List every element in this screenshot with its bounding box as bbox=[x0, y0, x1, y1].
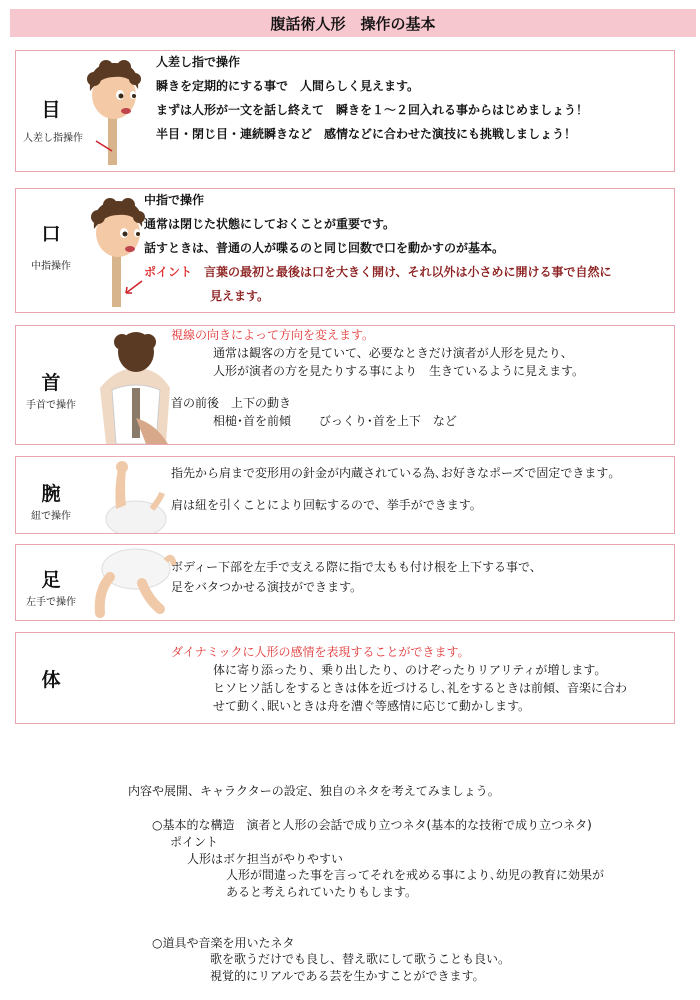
leg-text: ボディー下部を左手で支える際に指で太もも付け根を上下する事で、 足をバタつかせる演技ができます。 bbox=[171, 560, 542, 594]
body-heading: 体 bbox=[41, 669, 61, 691]
mouth-point-label: ポイント bbox=[144, 265, 193, 279]
mouth-section bbox=[15, 188, 675, 313]
notes-props-2: 視覚的にリアルである芸を生かすことができます。 bbox=[210, 969, 485, 983]
arm-section bbox=[15, 456, 675, 534]
arm-heading: 腕 bbox=[41, 483, 61, 505]
puppet-head-mouth-figure bbox=[82, 193, 152, 309]
puppet-legs-figure bbox=[86, 547, 176, 619]
body-headline: ダイナミックに人形の感情を表現することができます。 bbox=[171, 645, 470, 659]
notes-point-2: 人形が間違った事を言ってそれを戒める事により､幼児の教育に効果が bbox=[226, 868, 605, 882]
page-title: 腹話術人形 操作の基本 bbox=[10, 9, 696, 37]
leg-heading: 足 bbox=[41, 569, 61, 591]
mouth-heading: 口 bbox=[41, 223, 61, 245]
puppet-arm-figure bbox=[96, 459, 176, 533]
neck-heading: 首 bbox=[41, 372, 61, 394]
notes-props-1: 歌を歌うだけでも良し、替え歌にして歌うことも良い。 bbox=[210, 952, 511, 966]
notes-basic-title: ○基本的な構造 演者と人形の会話で成り立つネタ(基本的な技術で成り立つネタ) bbox=[152, 818, 592, 832]
eye-sub-label: 人差し指操作 bbox=[23, 133, 83, 144]
arm-text: 指先から肩まで変形用の針金が内蔵されている為､お好きなポーズで固定できます｡ 肩は紐を引くことにより回転するので、挙手ができます。 bbox=[171, 466, 615, 512]
leg-sub-label: 左手で操作 bbox=[26, 597, 76, 608]
leg-section bbox=[15, 544, 675, 621]
notes-props-title: ○道具や音楽を用いたネタ bbox=[152, 936, 295, 950]
neck-text: 視線の向きによって方向を変えます。 通常は観客の方を見ていて、必要なときだけ演者が人形を見たり、 人形が演者の方を見たりする事により 生きているように見えます。 首の前後 上下の動き 相槌･首を前傾 びっくり･首を上下 など bbox=[171, 328, 585, 428]
mouth-sub-label: 中指操作 bbox=[31, 261, 71, 272]
body-section bbox=[15, 632, 675, 724]
puppet-back-neck-figure bbox=[96, 328, 176, 444]
neck-headline: 視線の向きによって方向を変えます。 bbox=[171, 328, 375, 342]
notes-point-label: ポイント bbox=[170, 835, 219, 849]
neck-sub-label: 手首で操作 bbox=[26, 400, 76, 411]
arm-sub-label: 紐で操作 bbox=[31, 511, 71, 522]
eye-section bbox=[15, 50, 675, 172]
mouth-point-text: 言葉の最初と最後は口を大きく開け、それ以外は小さめに開ける事で自然に bbox=[204, 265, 612, 279]
neck-section bbox=[15, 325, 675, 445]
notes-intro: 内容や展開、キャラクターの設定、独自のネタを考えてみましょう。 bbox=[128, 784, 500, 798]
notes-point-3: あると考えられていたりもします。 bbox=[226, 885, 418, 899]
puppet-head-eye-figure bbox=[78, 55, 148, 167]
eye-text: 人差し指で操作 瞬きを定期的にする事で 人間らしく見えます。 まずは人形が一文を話し終えて 瞬きを１～２回入れる事からはじめましょう！ 半目・閉じ目・連続瞬きなど 感情などに合わせた演技にも挑戦しましょう！ bbox=[156, 55, 589, 141]
mouth-text: 中指で操作 通常は閉じた状態にしておくことが重要です。 話すときは、普通の人が喋るのと同じ回数で口を動かすのが基本。 ポイント 言葉の最初と最後は口を大きく開け、それ以外は小さめに開ける事で自然に 見えます。 bbox=[144, 193, 612, 303]
body-text: ダイナミックに人形の感情を表現することができます。 体に寄り添ったり、乗り出したり、のけぞったりリアリティが増します。 ヒソヒソ話しをするときは体を近づけるし､礼をするときは前傾、音楽に合わ せて動く､眠いときは舟を漕ぐ等感情に応じて動かします。 bbox=[171, 645, 628, 713]
notes-point-1: 人形はボケ担当がやりやすい bbox=[187, 852, 344, 866]
eye-heading: 目 bbox=[41, 99, 61, 121]
